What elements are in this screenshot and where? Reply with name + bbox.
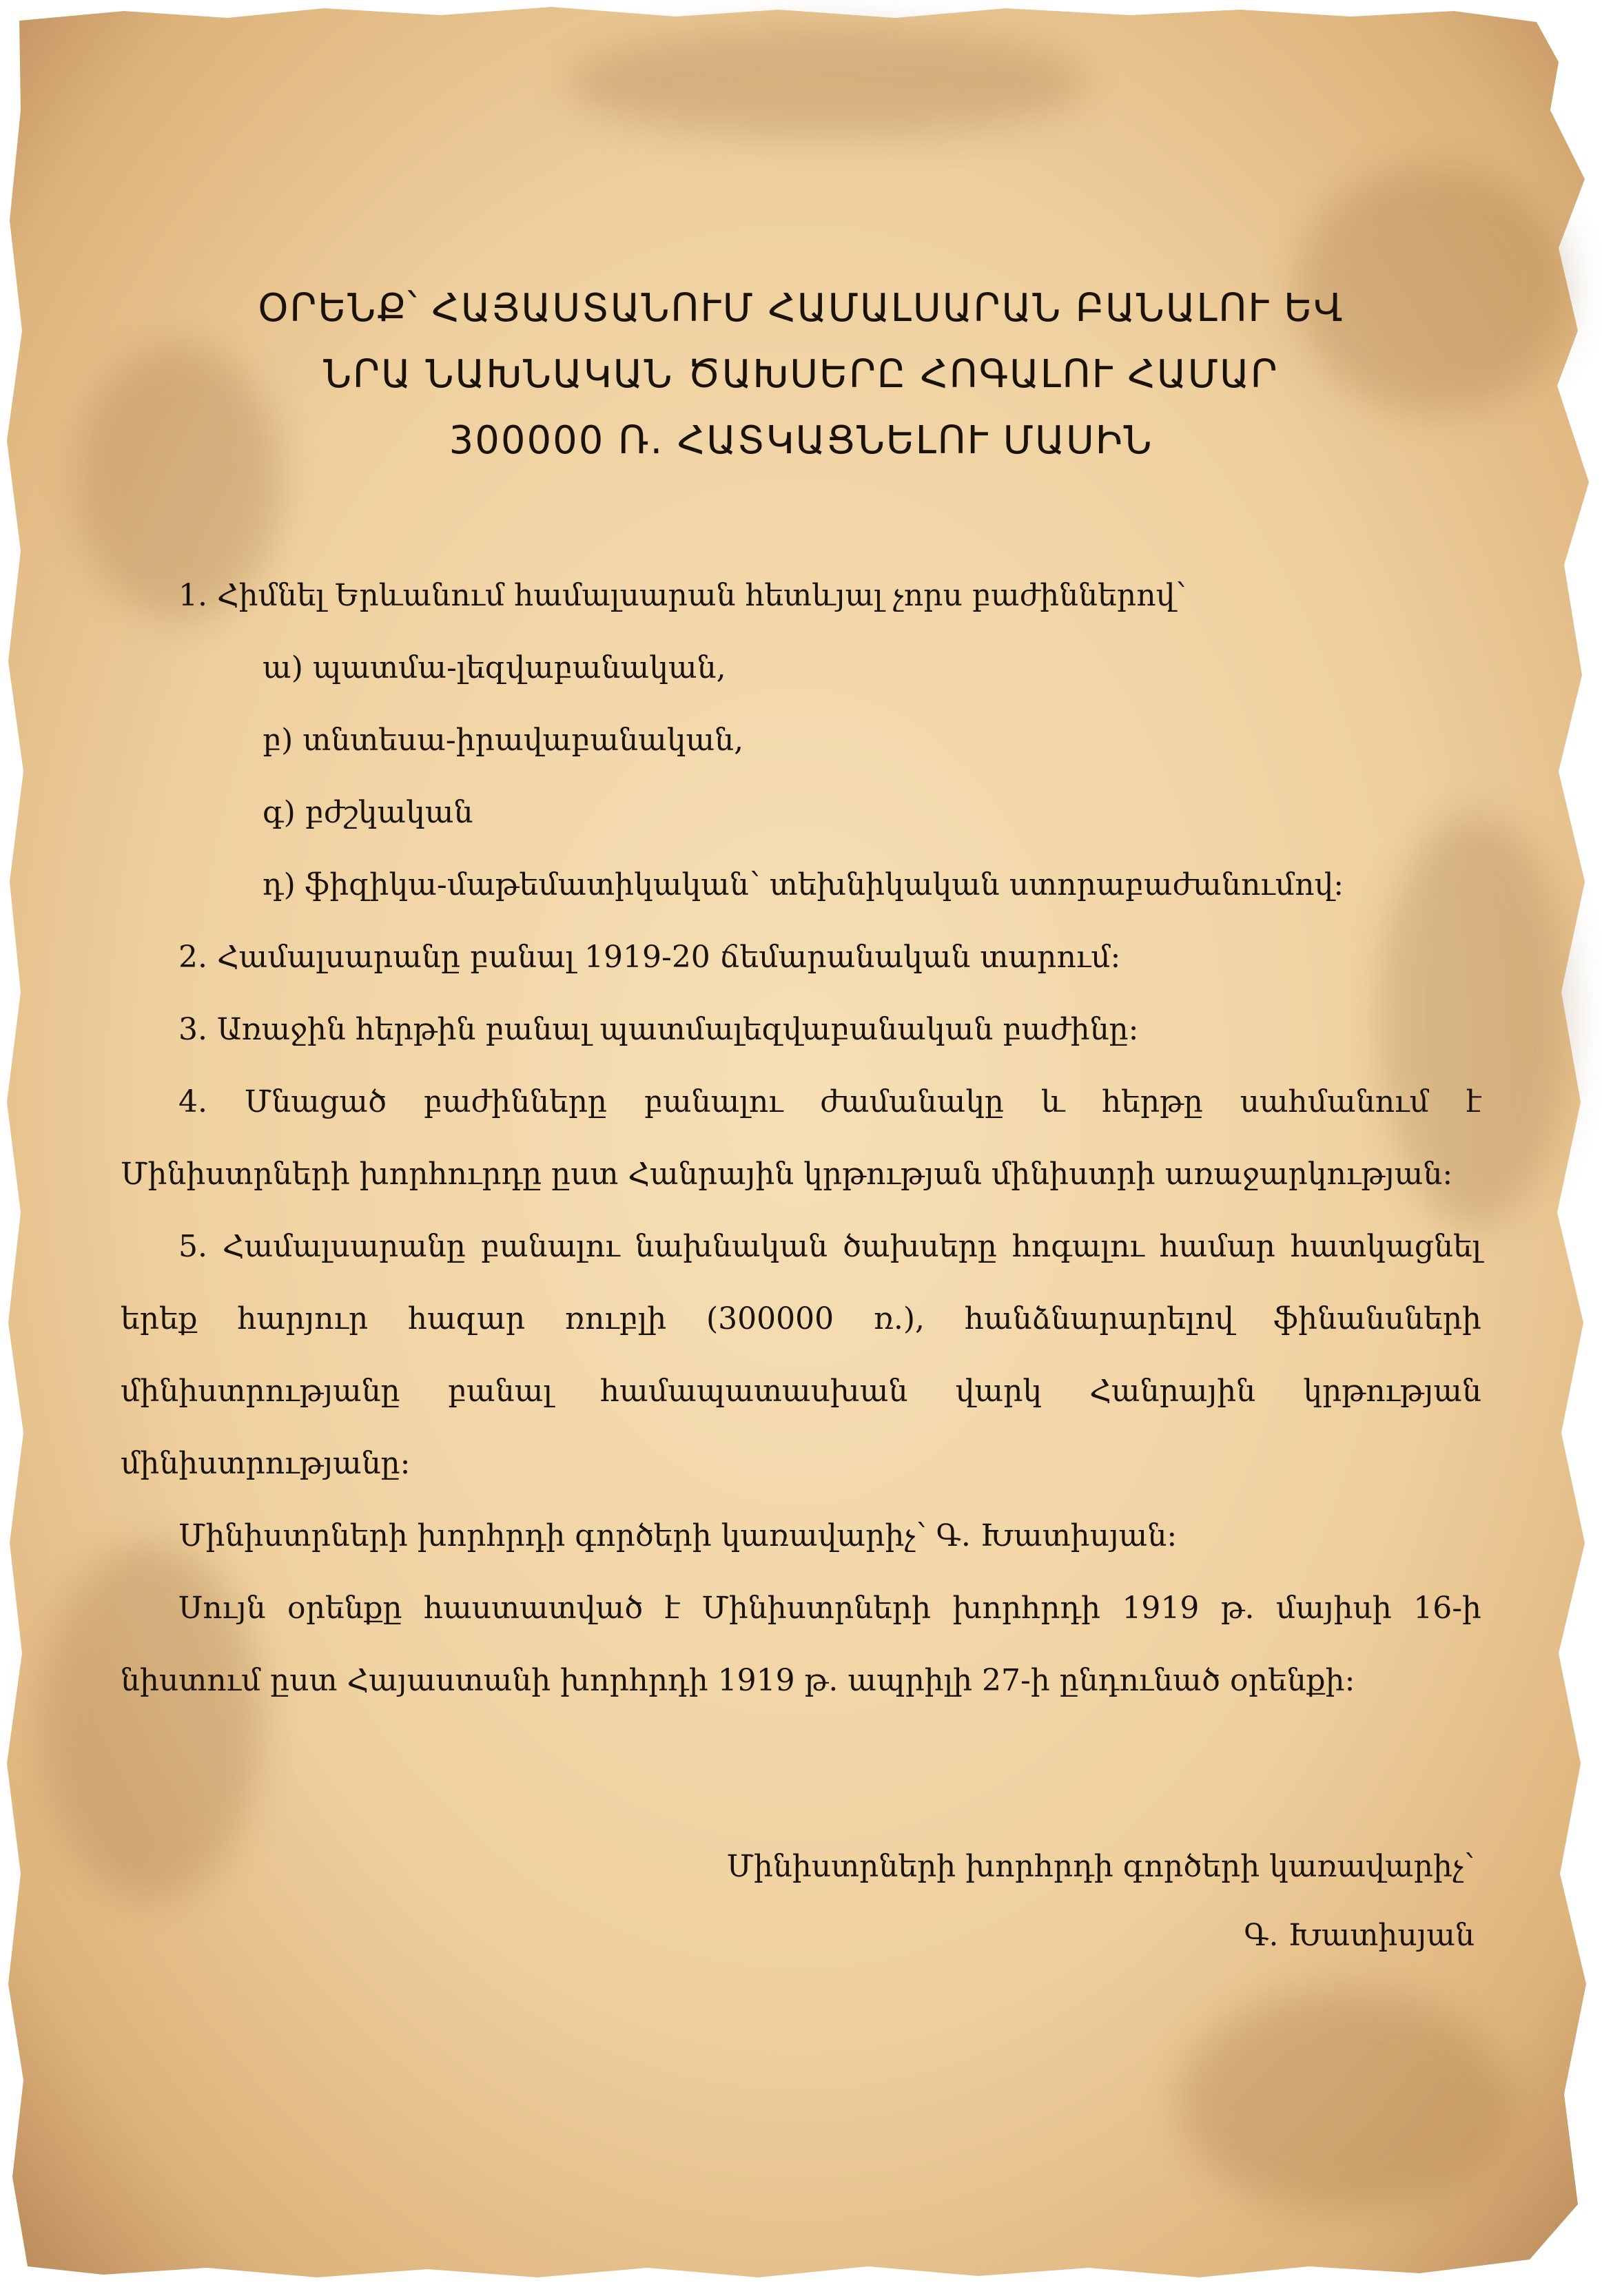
article-1: 1. Հիմնել Երևանում համալսարան հետևյալ չորս բաժիններով՝ bbox=[178, 578, 1187, 613]
signature-title: Մինիստրների խորհրդի գործերի կառավարիչ՝ bbox=[726, 1849, 1475, 1884]
title-line-2: ՆՐԱ ՆԱԽՆԱԿԱՆ ԾԱԽՍԵՐԸ ՀՈԳԱԼՈՒ ՀԱՄԱՐ bbox=[323, 352, 1279, 397]
sub-item-d: դ) ֆիզիկա-մաթեմատիկական՝ տեխնիկական ստորաբաժանումով: bbox=[263, 867, 1344, 902]
approval-note: Սույն օրենքը հաստատված է Մինիստրների խորհրդի 1919 թ. մայիսի 16-ի նիստում ըստ Հայաստանի խորհրդի 1919 թ. ապրիլի 27-ի ընդունած օրենքի: bbox=[121, 1591, 1481, 1698]
article-2: 2. Համալսարանը բանալ 1919-20 ճեմարանական տարում: bbox=[178, 940, 1121, 975]
article-5: 5. Համալսարանը բանալու նախնական ծախսերը հոգալու համար հատկացնել երեք հարյուր հազար ռուբլի (300000 ռ.), հանձնարարելով ֆինանսների մինիստրությանը բանալ համապատասխան վարկ Հանրային կրթության մինիստրությանը: bbox=[121, 1229, 1481, 1481]
sub-item-c: գ) բժշկական bbox=[263, 795, 473, 830]
article-4: 4. Մնացած բաժինները բանալու ժամանակը և հերթը սահմանում է Մինիստրների խորհուրդը ըստ Հանրային կրթության մինիստրի առաջարկության: bbox=[121, 1084, 1481, 1192]
sub-item-a: ա) պատմա-լեզվաբանական, bbox=[263, 650, 726, 685]
signature-name: Գ. Խատիսյան bbox=[1244, 1918, 1475, 1953]
document-title bbox=[121, 276, 1481, 474]
signature-block bbox=[121, 1832, 1481, 1970]
article-3: 3. Առաջին հերթին բանալ պատմալեզվաբանական բաժինը: bbox=[178, 1012, 1139, 1047]
document-text bbox=[121, 559, 1481, 1717]
document-body bbox=[121, 276, 1481, 1970]
title-line-3: 300000 Ռ. ՀԱՏԿԱՑՆԵԼՈՒ ՄԱՍԻՆ bbox=[449, 418, 1153, 463]
title-line-1: ՕՐԵՆՔ՝ ՀԱՅԱՍՏԱՆՈՒՄ ՀԱՄԱԼՍԱՐԱՆ ԲԱՆԱԼՈՒ ԵՎ bbox=[258, 286, 1344, 331]
sub-item-b: բ) տնտեսա-իրավաբանական, bbox=[263, 723, 744, 758]
chairman-line: Մինիստրների խորհրդի գործերի կառավարիչ՝ Գ. Խատիսյան: bbox=[178, 1518, 1178, 1553]
